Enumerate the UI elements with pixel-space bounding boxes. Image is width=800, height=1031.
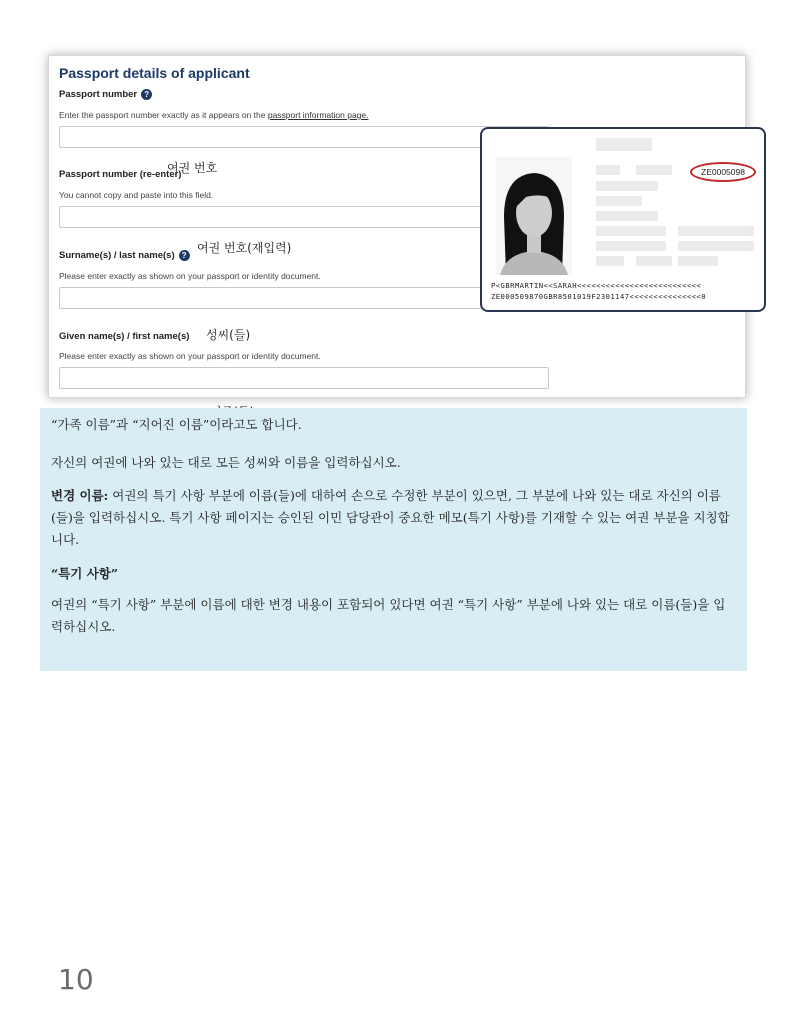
given-name-input[interactable] bbox=[59, 367, 549, 389]
page-number: 10 bbox=[58, 963, 94, 996]
explanation-line-1: “가족 이름”과 “지어진 이름”이라고도 합니다. bbox=[51, 417, 302, 432]
annotation-surname: 성씨(들) bbox=[206, 328, 251, 342]
given-name-label bbox=[59, 331, 189, 342]
surname-input[interactable] bbox=[59, 287, 549, 309]
passport-number-highlight: ZE0005098 bbox=[690, 162, 756, 182]
passport-field-bar bbox=[678, 256, 718, 266]
surname-label-text: Surname(s) / last name(s) bbox=[59, 250, 175, 261]
surname-label bbox=[59, 250, 190, 261]
passport-field-bar bbox=[678, 226, 754, 236]
surname-hint: Please enter exactly as shown on your passport or identity document. bbox=[59, 271, 321, 281]
given-name-hint: Please enter exactly as shown on your passport or identity document. bbox=[59, 351, 321, 361]
changed-name-label: 변경 이름: bbox=[51, 488, 109, 503]
observations-heading: “특기 사항” bbox=[51, 566, 119, 581]
annotation-passport-number: 여권 번호 bbox=[167, 161, 218, 175]
form-title: Passport details of applicant bbox=[59, 65, 250, 81]
passport-information-page-link[interactable]: passport information page. bbox=[267, 110, 369, 120]
passport-number-reenter-hint: You cannot copy and paste into this field. bbox=[59, 190, 214, 200]
passport-number-reenter-input[interactable] bbox=[59, 206, 549, 228]
changed-name-text: 여권의 특기 사항 부분에 이름(들)에 대하여 손으로 수정한 부분이 있으면, 그 부분에 나와 있는 대로 자신의 이름(들)을 입력하십시오. 특기 사항 페이지는 승인된 이민 담당관이 중요한 메모(특기 사항)를 기재할 수 있는 여권 부분을 지칭합니다. bbox=[51, 488, 730, 547]
question-circle-icon[interactable]: ? bbox=[179, 250, 190, 261]
passport-number-reenter-label-text: Passport number (re-enter) bbox=[59, 169, 182, 180]
given-name-label-text: Given name(s) / first name(s) bbox=[59, 331, 190, 342]
passport-field-bar bbox=[596, 211, 658, 221]
mrz-line-1: P<GBRMARTIN<<SARAH<<<<<<<<<<<<<<<<<<<<<<<<<< bbox=[491, 281, 702, 290]
passport-number-input[interactable] bbox=[59, 126, 549, 148]
passport-number-hint-text: Enter the passport number exactly as it appears on the bbox=[59, 110, 268, 120]
passport-field-bar bbox=[636, 256, 672, 266]
passport-field-bar bbox=[596, 138, 652, 151]
passport-illustration bbox=[480, 127, 766, 312]
question-circle-icon[interactable]: ? bbox=[141, 89, 152, 100]
passport-field-bar bbox=[596, 226, 666, 236]
annotation-passport-number-reenter: 여권 번호(재입력) bbox=[197, 241, 292, 255]
passport-number-label bbox=[59, 89, 152, 100]
passport-field-bar bbox=[596, 256, 624, 266]
passport-field-bar bbox=[596, 181, 658, 191]
passport-field-bar bbox=[636, 165, 672, 175]
passport-number-hint bbox=[59, 110, 369, 120]
passport-number-label-text: Passport number bbox=[59, 89, 138, 100]
observations-paragraph: 여권의 “특기 사항” 부분에 이름에 대한 변경 내용이 포함되어 있다면 여권 “특기 사항” 부분에 나와 있는 대로 이름(들)을 입력하십시오. bbox=[51, 597, 726, 634]
mrz-line-2: ZE000509870GBR8501019F2301147<<<<<<<<<<<<<<<0 bbox=[491, 292, 706, 301]
passport-field-bar bbox=[596, 196, 642, 206]
changed-name-paragraph bbox=[51, 485, 736, 551]
passport-field-bar bbox=[596, 165, 620, 175]
passport-field-bar bbox=[596, 241, 666, 251]
passport-field-bar bbox=[678, 241, 754, 251]
passport-photo bbox=[496, 157, 572, 275]
explanation-line-2: 자신의 여권에 나와 있는 대로 모든 성씨와 이름을 입력하십시오. bbox=[51, 455, 401, 470]
passport-number-reenter-label bbox=[59, 169, 181, 180]
explanation-box bbox=[40, 408, 747, 671]
